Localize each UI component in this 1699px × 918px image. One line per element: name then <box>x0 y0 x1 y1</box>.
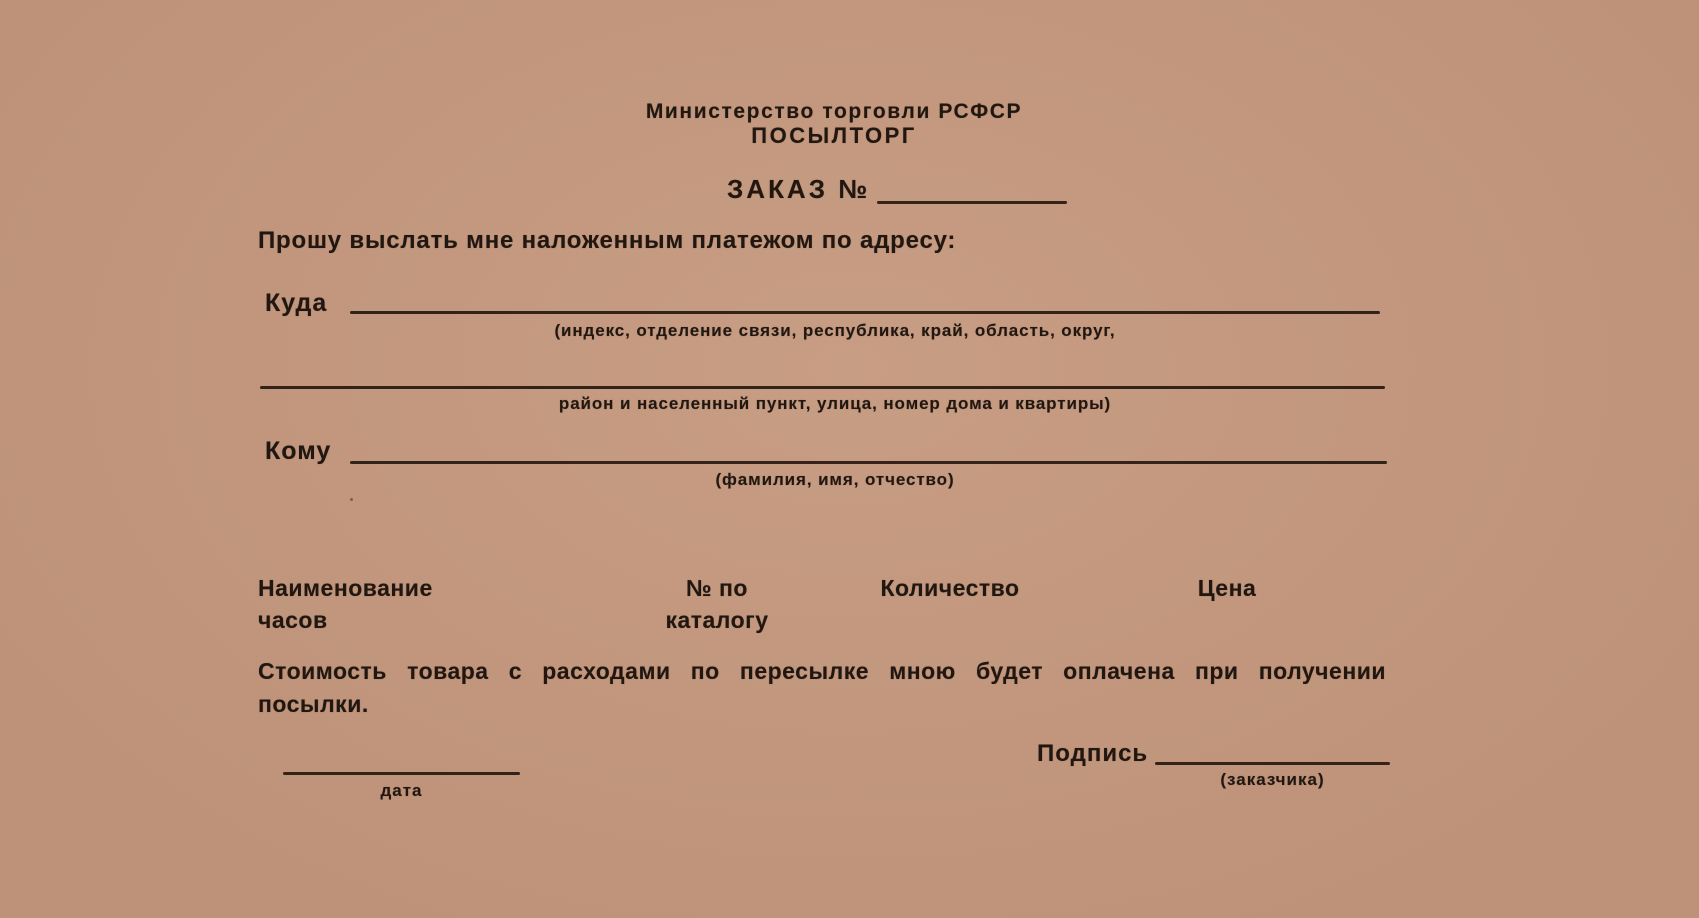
column-header-line: каталогу <box>665 607 769 633</box>
column-header-line: № по <box>686 575 748 601</box>
to-whom-field[interactable] <box>350 461 1387 464</box>
organization-title: ПОСЫЛТОРГ <box>751 123 917 148</box>
to-whom-label: Кому <box>265 437 332 465</box>
date-caption: дата <box>380 781 423 800</box>
column-header-quantity <box>845 572 1055 604</box>
order-number-field[interactable] <box>877 201 1067 204</box>
signature-label: Подпись <box>1037 740 1149 767</box>
column-header-line: часов <box>258 607 328 633</box>
column-header-line: Наименование <box>258 575 433 601</box>
column-header-item-name <box>258 572 433 636</box>
column-header-price <box>1122 572 1332 604</box>
signature-caption: (заказчика) <box>1220 770 1325 789</box>
date-field[interactable] <box>283 772 520 775</box>
column-header-line: Цена <box>1197 575 1257 601</box>
address-line2-field[interactable] <box>260 386 1385 389</box>
ministry-title: Министерство торговли РСФСР <box>645 100 1023 123</box>
signature-field[interactable] <box>1155 762 1390 765</box>
where-label: Куда <box>265 289 328 317</box>
payment-note-line2: посылки. <box>258 691 369 717</box>
request-line: Прошу выслать мне наложенным платежом по адресу: <box>258 227 957 254</box>
where-hint: (индекс, отделение связи, республика, край, область, округ, <box>554 321 1116 340</box>
order-number-label: ЗАКАЗ № <box>727 174 871 204</box>
to-whom-hint: (фамилия, имя, отчество) <box>715 470 955 489</box>
scan-speck <box>350 498 353 501</box>
payment-note-line1: Стоимость товара с расходами по пересылке мною будет оплачена при получении <box>258 658 1386 684</box>
column-header-catalog-number <box>612 572 822 636</box>
column-header-line: Количество <box>880 575 1020 601</box>
payment-note <box>258 655 1386 721</box>
where-field[interactable] <box>350 311 1380 314</box>
address-line2-hint: район и населенный пункт, улица, номер дома и квартиры) <box>558 394 1112 413</box>
